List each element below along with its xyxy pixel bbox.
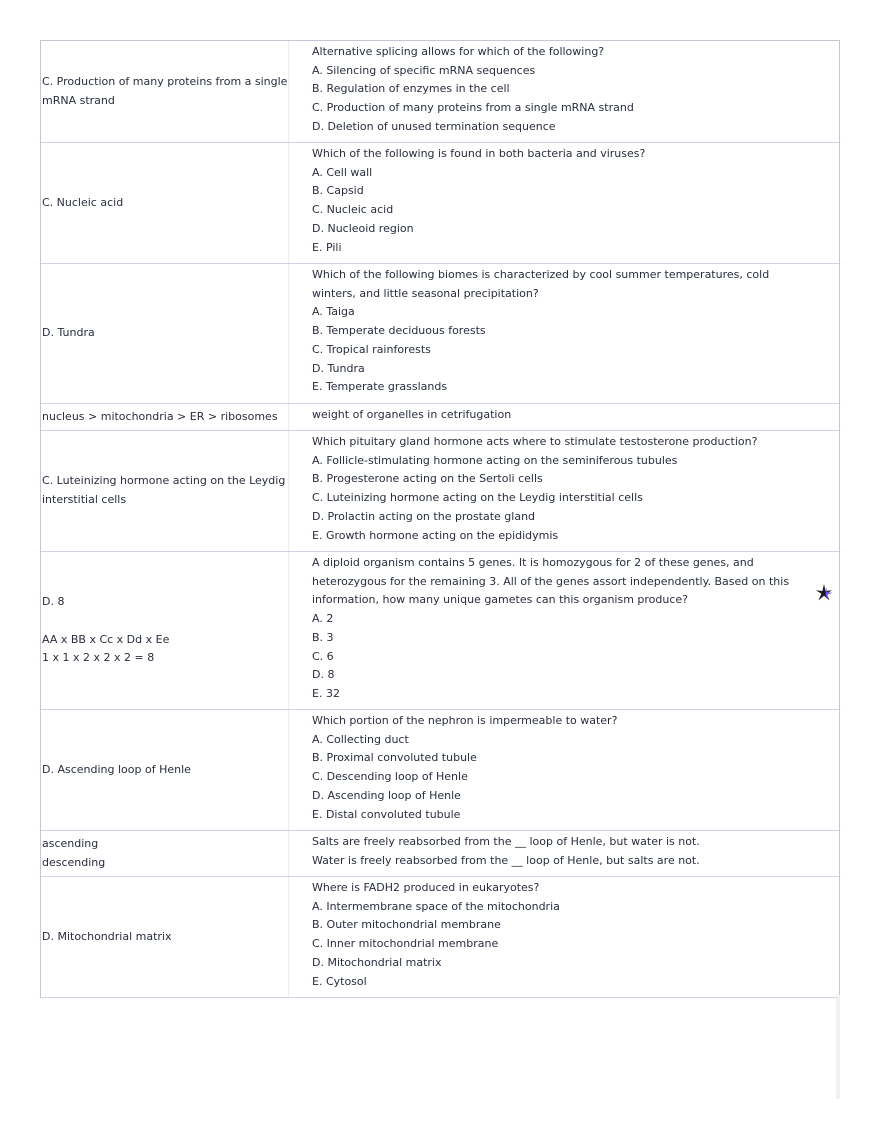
term-text-block — [41, 472, 285, 509]
option-line: A. Silencing of specific mRNA sequences — [312, 63, 536, 77]
option-line: A. Collecting duct — [312, 732, 409, 746]
term-text-block — [41, 194, 123, 213]
term-line: AA x BB x Cc x Dd x Ee — [42, 632, 170, 646]
question-line: Alternative splicing allows for which of the following? — [312, 45, 605, 58]
question-line: Salts are freely reabsorbed from the __ loop of Henle, but water is not. — [312, 835, 700, 848]
term-line: nucleus > mitochondria > ER > ribosomes — [42, 409, 278, 423]
option-line: A. 2 — [312, 612, 334, 626]
term-line: 1 x 1 x 2 x 2 x 2 = 8 — [42, 651, 155, 665]
option-line: A. Cell wall — [312, 165, 373, 179]
option-line: E. Cytosol — [312, 974, 367, 988]
flashcard-term — [41, 877, 289, 997]
option-line: A. Follicle-stimulating hormone acting on the seminiferous tubules — [312, 453, 678, 467]
term-line: descending — [42, 855, 106, 869]
term-line: D. Mitochondrial matrix — [42, 929, 172, 943]
option-line: C. Nucleic acid — [312, 203, 394, 217]
option-line: C. Descending loop of Henle — [312, 770, 468, 784]
flashcard-definition — [289, 710, 839, 830]
option-line: D. Prolactin acting on the prostate gland — [312, 509, 536, 523]
option-line: C. Tropical rainforests — [312, 342, 431, 356]
flashcard-table — [40, 40, 840, 998]
term-line: mRNA strand — [42, 93, 115, 107]
flashcard-term — [41, 431, 289, 551]
term-text-block — [41, 761, 191, 780]
flashcard-row — [41, 264, 839, 404]
flashcard-row — [41, 404, 839, 431]
option-line: D. 8 — [312, 668, 335, 682]
question-line: Which of the following is found in both bacteria and viruses? — [312, 147, 646, 160]
flashcard-term — [41, 552, 289, 709]
term-line: ascending — [42, 836, 99, 850]
flashcard-term — [41, 143, 289, 263]
flashcard-row — [41, 877, 839, 998]
option-line: E. 32 — [312, 686, 340, 700]
question-line: Where is FADH2 produced in eukaryotes? — [312, 881, 540, 894]
option-line: information, how many unique gametes can this organism produce? — [312, 593, 689, 607]
term-line: C. Production of many proteins from a single — [42, 74, 288, 88]
term-line: C. Nucleic acid — [42, 195, 124, 209]
flashcard-definition — [289, 431, 839, 551]
term-text-block — [41, 408, 278, 427]
option-line: B. Outer mitochondrial membrane — [312, 918, 501, 932]
option-line: B. Progesterone acting on the Sertoli cells — [312, 472, 543, 486]
option-line: A. Taiga — [312, 305, 355, 319]
sparkle-star-icon[interactable] — [814, 583, 834, 603]
flashcard-definition — [289, 404, 839, 430]
term-line: interstitial cells — [42, 493, 127, 506]
flashcard-definition — [289, 264, 839, 403]
term-line: D. Tundra — [42, 326, 95, 340]
question-line: weight of organelles in cetrifugation — [312, 408, 512, 421]
flashcard-row — [41, 710, 839, 831]
term-text-block — [41, 324, 95, 343]
flashcard-row — [41, 143, 839, 264]
option-line: B. Proximal convoluted tubule — [312, 751, 477, 765]
option-line: D. Mitochondrial matrix — [312, 955, 442, 969]
term-line: D. Ascending loop of Henle — [42, 762, 191, 776]
option-line: C. Inner mitochondrial membrane — [312, 937, 499, 951]
flashcard-definition — [289, 143, 839, 263]
flashcard-term — [41, 264, 289, 403]
term-text-block — [41, 593, 169, 667]
flashcard-row — [41, 41, 839, 143]
sparkle-star-dark-part — [816, 584, 832, 601]
flashcard-row — [41, 431, 839, 552]
flashcard-row — [41, 552, 839, 710]
option-line: E. Pili — [312, 240, 342, 254]
flashcard-definition — [289, 831, 839, 876]
flashcard-term — [41, 41, 289, 142]
option-line: E. Distal convoluted tubule — [312, 807, 461, 821]
flashcard-definition — [289, 552, 839, 709]
question-line: A diploid organism contains 5 genes. It is homozygous for 2 of these genes, and — [312, 556, 754, 569]
question-line: Which of the following biomes is characterized by cool summer temperatures, cold — [312, 268, 770, 281]
question-line: Which pituitary gland hormone acts where to stimulate testosterone production? — [312, 435, 758, 448]
flashcard-term — [41, 404, 289, 430]
option-line: C. Luteinizing hormone acting on the Leydig interstitial cells — [312, 491, 643, 505]
term-text-block — [41, 73, 287, 110]
term-text-block — [41, 835, 105, 872]
scrollbar-track[interactable] — [836, 995, 840, 1099]
option-line: C. 6 — [312, 649, 334, 663]
option-line: E. Temperate grasslands — [312, 380, 448, 394]
option-line: E. Growth hormone acting on the epididymis — [312, 528, 559, 542]
question-line: Which portion of the nephron is impermeable to water? — [312, 714, 618, 727]
term-line: D. 8 — [42, 595, 65, 609]
flashcard-row — [41, 831, 839, 877]
option-line: winters, and little seasonal precipitation? — [312, 286, 539, 300]
option-line: B. 3 — [312, 630, 334, 644]
option-line: B. Regulation of enzymes in the cell — [312, 82, 510, 96]
flashcard-term — [41, 831, 289, 876]
term-line — [42, 612, 169, 631]
option-line: Water is freely reabsorbed from the __ loop of Henle, but salts are not. — [312, 853, 700, 867]
term-line: C. Luteinizing hormone acting on the Leydig — [42, 474, 286, 488]
option-line: B. Temperate deciduous forests — [312, 324, 486, 338]
option-line: D. Tundra — [312, 361, 365, 375]
term-text-block — [41, 928, 172, 947]
option-line: D. Nucleoid region — [312, 221, 414, 235]
option-line: A. Intermembrane space of the mitochondria — [312, 899, 560, 913]
option-line: heterozygous for the remaining 3. All of the genes assort independently. Based on this — [312, 574, 790, 588]
flashcard-definition — [289, 877, 839, 997]
option-line: D. Ascending loop of Henle — [312, 788, 461, 802]
flashcard-definition — [289, 41, 839, 142]
option-line: D. Deletion of unused termination sequence — [312, 119, 556, 133]
flashcard-term — [41, 710, 289, 830]
option-line: C. Production of many proteins from a single mRNA strand — [312, 101, 634, 115]
option-line: B. Capsid — [312, 184, 364, 198]
